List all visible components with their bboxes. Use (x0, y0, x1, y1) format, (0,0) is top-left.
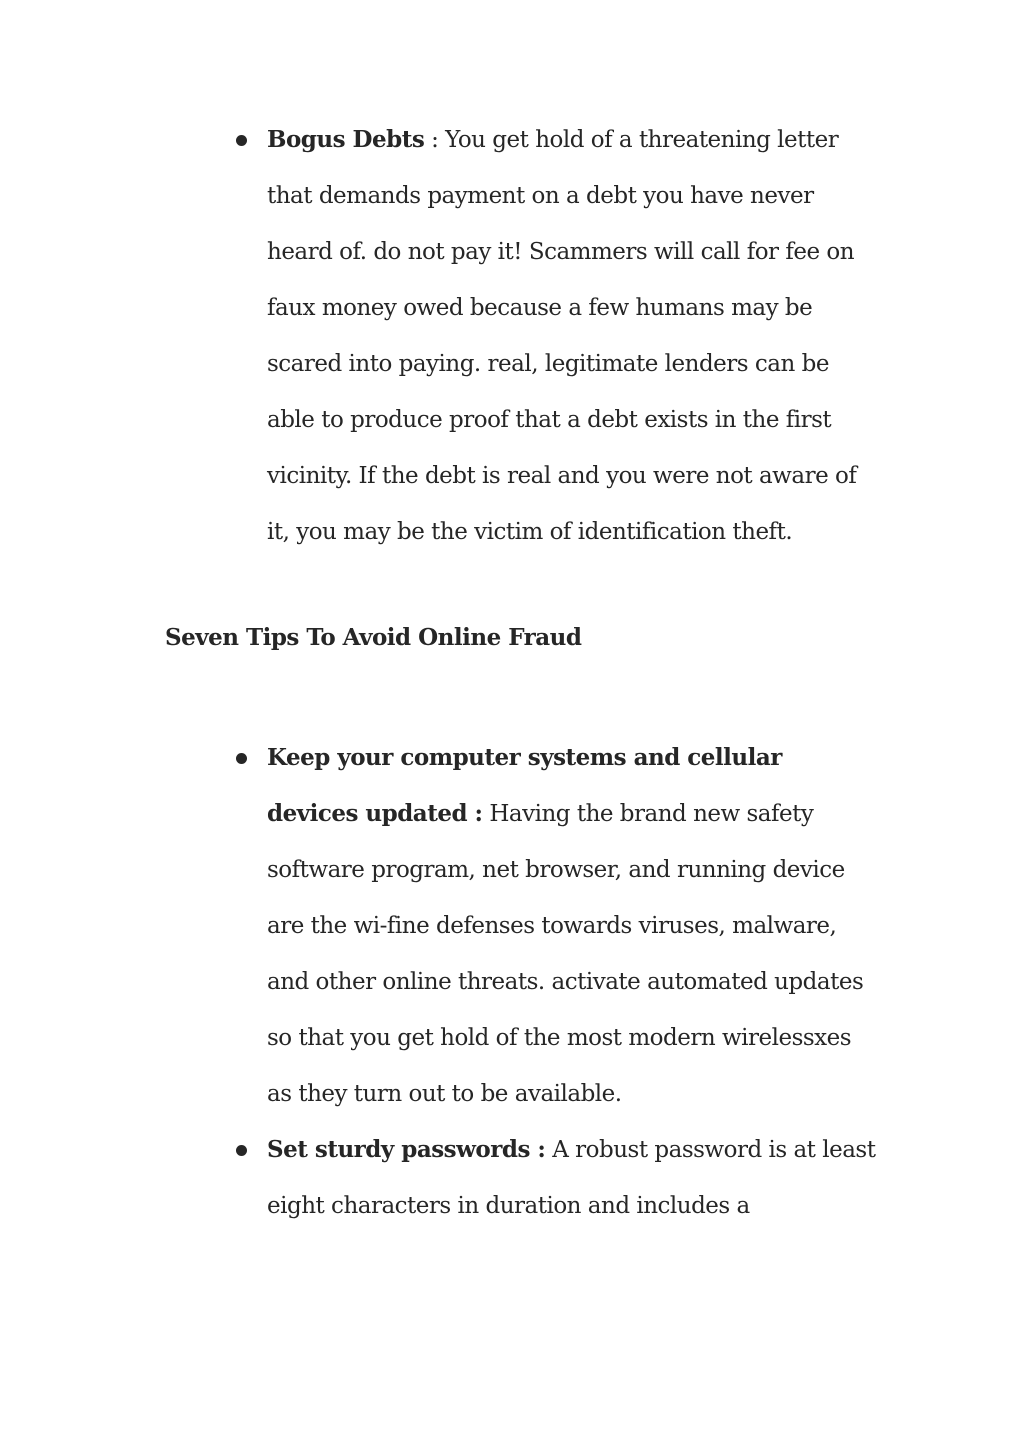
item-title: Keep your computer systems and cellular devices updated : (267, 744, 782, 827)
bullet-icon (236, 1145, 247, 1156)
item-title: Set sturdy passwords : (267, 1136, 546, 1163)
item-text: Having the brand new safety software program, net browser, and running device are the wi-fine defenses towards viruses, malware, and other online threats. activate automated updates so that you get hold of the most modern wirelessxes as they turn out to be available. (267, 801, 864, 1107)
bullet-icon (236, 135, 247, 146)
list-item-bogus-debts (236, 112, 876, 560)
bullet-list-scams (236, 112, 876, 560)
item-text: : You get hold of a threatening letter that demands payment on a debt you have never heard of. do not pay it! Scammers will call for fee on faux money owed because a few humans may be scared into paying. real, legitimate lenders can be able to produce proof that a debt exists in the first vicinity. If the debt is real and you were not aware of it, you may be the victim of identification theft. (267, 127, 857, 545)
item-text: A robust password is at least eight characters in duration and includes a (267, 1137, 876, 1219)
section-heading: Seven Tips To Avoid Online Fraud (165, 624, 582, 651)
list-item-keep-updated (236, 730, 876, 1122)
bullet-list-tips (236, 730, 876, 1234)
bullet-icon (236, 753, 247, 764)
list-item-passwords (236, 1122, 876, 1234)
item-title: Bogus Debts (267, 126, 425, 153)
